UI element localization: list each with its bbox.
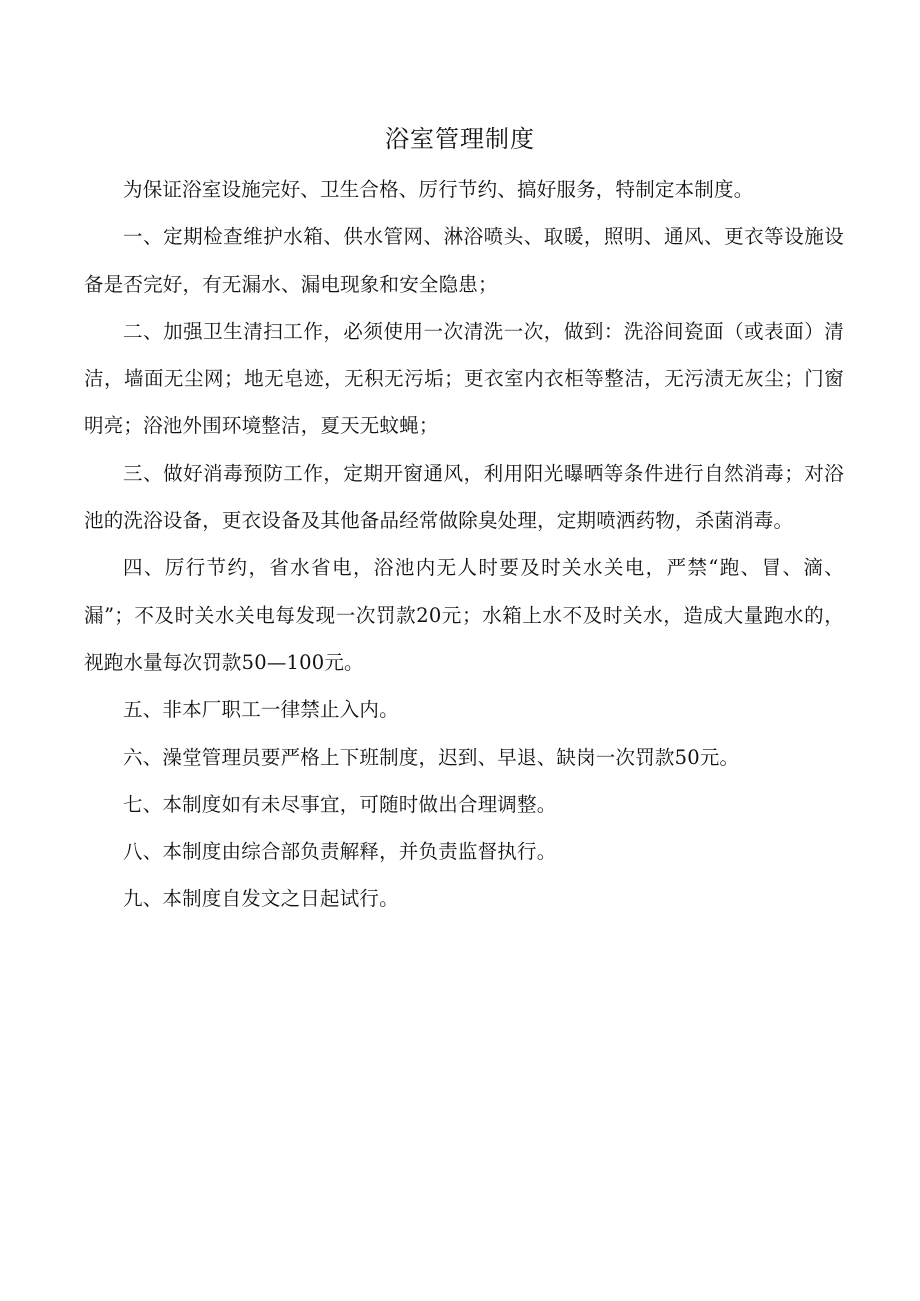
- document-body: [84, 166, 844, 923]
- paragraph-item-2: 二、加强卫生清扫工作，必须使用一次清洗一次，做到：洗浴间瓷面（或表面）清洁，墙面无尘网；地无皂迹，无积无污垢；更衣室内衣柜等整洁，无污渍无灰尘；门窗明亮；浴池外围环境整洁，夏天无蚊蝇；: [84, 319, 844, 438]
- paragraph-item-5: 五、非本厂职工一律禁止入内。: [123, 698, 399, 722]
- paragraph-item-8: 八、本制度由综合部负责解释，并负责监督执行。: [123, 840, 557, 864]
- document-title: 浴室管理制度: [385, 125, 535, 153]
- paragraph-item-1: 一、定期检查维护水箱、供水管网、淋浴喷头、取暖，照明、通风、更衣等设施设备是否完好，有无漏水、漏电现象和安全隐患；: [84, 225, 844, 296]
- paragraph-item-6: 六、澡堂管理员要严格上下班制度，迟到、早退、缺岗一次罚款50元。: [123, 745, 740, 769]
- paragraph-item-3: 三、做好消毒预防工作，定期开窗通风，利用阳光曝晒等条件进行自然消毒；对浴池的洗浴设备，更衣设备及其他备品经常做除臭处理，定期喷洒药物，杀菌消毒。: [84, 461, 844, 533]
- paragraph-intro: 为保证浴室设施完好、卫生合格、厉行节约、搞好服务，特制定本制度。: [123, 178, 754, 201]
- paragraph-item-9: 九、本制度自发文之日起试行。: [123, 887, 399, 911]
- paragraph-item-4: 四、厉行节约，省水省电，浴池内无人时要及时关水关电，严禁“跑、冒、滴、漏”；不及时关水关电每发现一次罚款20元；水箱上水不及时关水，造成大量跑水的，视跑水量每次罚款50—100元。: [84, 556, 844, 674]
- paragraph-item-7: 七、本制度如有未尽事宜，可随时做出合理调整。: [123, 792, 557, 816]
